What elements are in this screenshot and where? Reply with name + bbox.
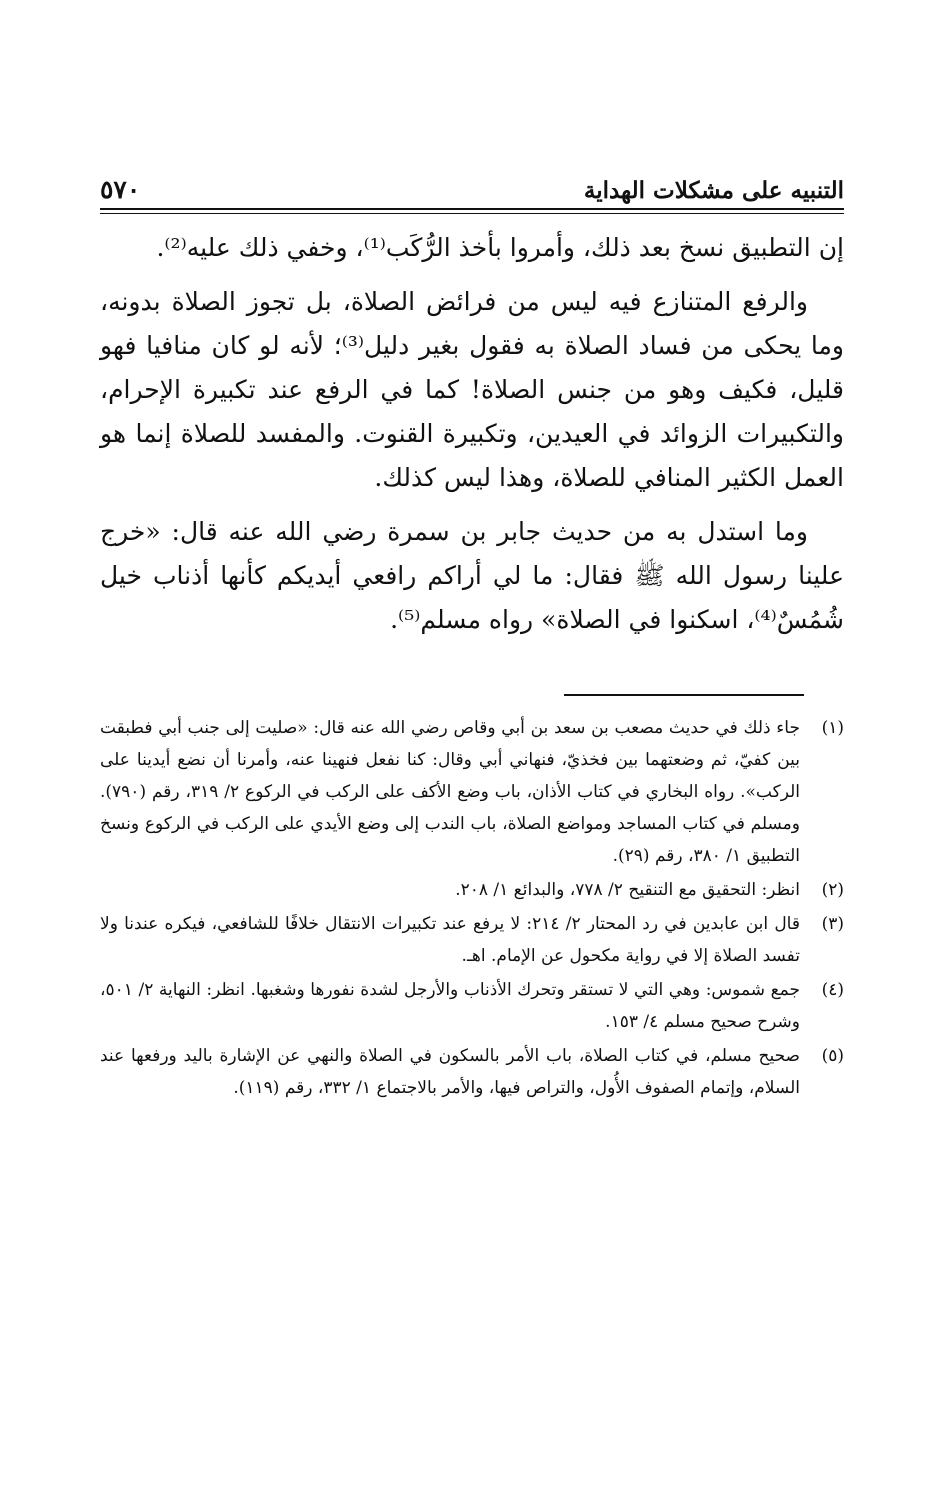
footnote-4	[100, 974, 844, 1038]
footnote-text: جمع شموس: وهي التي لا تستقر وتحرك الأذناب والأرجل لشدة نفورها وشغبها. انظر: النهاية ٢/ ٥٠١، وشرح صحيح مسلم ٤/ ١٥٣.	[100, 980, 800, 1032]
running-title: التنبيه على مشكلات الهداية	[583, 177, 844, 204]
paragraph-1: إن التطبيق نسخ بعد ذلك، وأمروا بأخذ الرُّكَب⁽¹⁾، وخفي ذلك عليه⁽²⁾.	[156, 233, 844, 262]
footnote-1	[100, 712, 844, 872]
footnote-number: (٢)	[821, 880, 844, 900]
footnote-text: جاء ذلك في حديث مصعب بن سعد بن أبي وقاص رضي الله عنه قال: «صليت إلى جنب أبي فطبقت بين كفيّ، ثم وضعتهما بين فخذيّ، فنهاني أبي وقال: كنا نفعل فنهينا عنه، وأمرنا أن نضع أيدينا على الركب». رواه البخاري في كتاب الأذان، باب وضع الأكف على الركب في الركوع ٢/ ٣١٩، رقم (٧٩٠). ومسلم في كتاب المساجد ومواضع الصلاة، باب الندب إلى وضع الأيدي على الركب في الركوع ونسخ التطبيق ١/ ٣٨٠، رقم (٢٩).	[100, 718, 801, 866]
header-rule-thick	[100, 208, 844, 210]
paragraph-2: والرفع المتنازع فيه ليس من فرائض الصلاة، بل تجوز الصلاة بدونه، وما يحكى من فساد الصلاة به فقول بغير دليل⁽³⁾؛ لأنه لو كان منافيا فهو قليل، فكيف وهو من جنس الصلاة! كما في الرفع عند تكبيرة الإحرام، والتكبيرات الزوائد في العيدين، وتكبيرة القنوت. والمفسد للصلاة إنما هو العمل الكثير المنافي للصلاة، وهذا ليس كذلك.	[100, 287, 845, 492]
header-rule-thin	[100, 213, 844, 214]
footnote-5	[100, 1040, 844, 1104]
footnote-number: (١)	[821, 718, 844, 738]
footnote-separator	[564, 694, 804, 696]
paragraph-3: وما استدل به من حديث جابر بن سمرة رضي الله عنه قال: «خرج علينا رسول الله ﷺ فقال: ما لي أراكم رافعي أيديكم كأنها أذناب خيل شُمُسٌ⁽⁴⁾، اسكنوا في الصلاة» رواه مسلم⁽⁵⁾.	[100, 517, 844, 634]
page-header	[100, 160, 844, 204]
footnote-text: صحيح مسلم، في كتاب الصلاة، باب الأمر بالسكون في الصلاة والنهي عن الإشارة باليد ورفعها عند السلام، وإتمام الصفوف الأُول، والتراص فيها، والأمر بالاجتماع ١/ ٣٣٢، رقم (١١٩).	[100, 1046, 800, 1098]
page-number: ٥٧٠	[100, 175, 141, 204]
footnote-number: (٥)	[821, 1046, 844, 1066]
footnote-number: (٤)	[821, 980, 844, 1000]
footnote-text: قال ابن عابدين في رد المحتار ٢/ ٢١٤: لا يرفع عند تكبيرات الانتقال خلافًا للشافعي، فيكره عندنا ولا تفسد الصلاة إلا في رواية مكحول عن الإمام. اهـ.	[100, 914, 800, 966]
footnote-text: انظر: التحقيق مع التنقيح ٢/ ٧٧٨، والبدائع ١/ ٢٠٨.	[455, 880, 800, 900]
main-text	[100, 226, 844, 652]
footnote-number: (٣)	[821, 914, 844, 934]
footnote-2	[100, 874, 844, 906]
footnote-3	[100, 908, 844, 972]
footnotes	[100, 712, 844, 1106]
